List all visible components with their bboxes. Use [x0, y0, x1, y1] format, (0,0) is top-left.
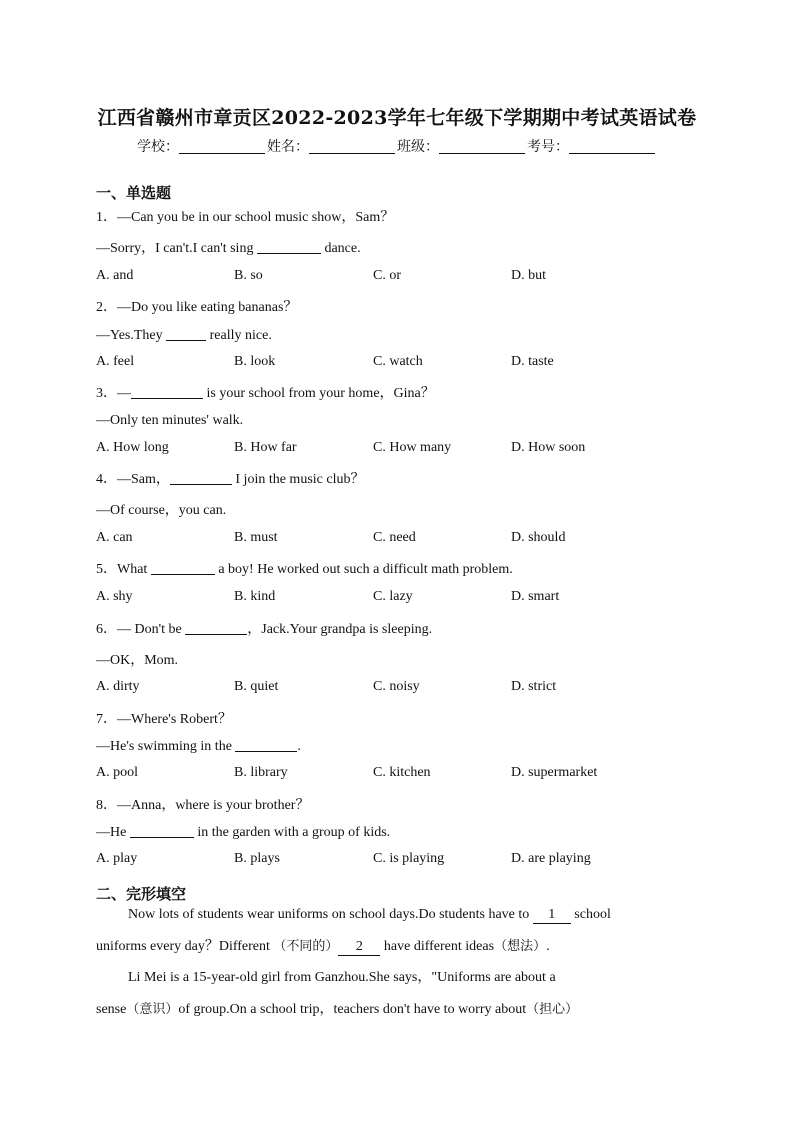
section-heading-single-choice: 一、单选题 — [96, 184, 172, 202]
q6-text-a: 6．— Don't be — [96, 622, 186, 637]
number-label: 考号： — [527, 139, 569, 155]
q3-blank — [131, 385, 203, 399]
q1-stem: 1．—Can you be in our school music show，Sam？ — [96, 210, 395, 225]
q5-text-b: a boy! He worked out such a difficult math problem. — [214, 562, 513, 577]
passage-text-1b: school — [570, 907, 611, 922]
q7-answer-line — [96, 738, 301, 755]
q5-option-d: D. smart — [511, 589, 560, 604]
q6-option-d: D. strict — [511, 679, 557, 694]
passage-text-4a: sense — [96, 1002, 127, 1017]
passage-gloss-sense: （意识） — [126, 1002, 179, 1017]
page-title: 江西省赣州市章贡区2022-2023学年七年级下学期期中考试英语试卷 — [97, 107, 697, 129]
q3-option-d: D. How soon — [511, 440, 586, 455]
q5-text-a: 5．What — [96, 562, 151, 577]
q1-answer-line — [96, 237, 361, 257]
passage-gloss-different: （不同的） — [273, 939, 339, 954]
q3-answer-line: —Only ten minutes' walk. — [96, 413, 244, 428]
q8-option-d: D. are playing — [511, 851, 591, 866]
q3-stem — [96, 382, 435, 402]
q7-option-a: A. pool — [96, 765, 138, 780]
q4-option-b: B. must — [234, 530, 278, 545]
q1-option-c: C. or — [373, 268, 401, 283]
passage-text-1a: Now lots of students wear uniforms on school days.Do students have to — [128, 907, 533, 922]
q2-option-a: A. feel — [96, 354, 135, 369]
passage-gloss-worry: （担心） — [526, 1002, 579, 1017]
q4-blank — [170, 471, 232, 485]
number-blank — [569, 139, 655, 154]
q7-blank — [235, 738, 297, 752]
q1-text-b: dance. — [320, 241, 361, 256]
passage-text-4b: of group.On a school trip，teachers don't have to worry about — [178, 1002, 527, 1017]
q4-answer-line: —Of course，you can. — [96, 503, 227, 518]
q7-text-b: . — [297, 739, 301, 754]
passage-gloss-ideas: （想法） — [494, 939, 547, 954]
q4-option-d: D. should — [511, 530, 566, 545]
q4-text-b: I join the music club？ — [231, 472, 365, 487]
q8-answer-line — [96, 824, 390, 841]
q3-text-a: 3．— — [96, 386, 131, 401]
name-label: 姓名： — [267, 139, 309, 155]
passage-line-2 — [96, 935, 550, 956]
q5-blank — [151, 561, 215, 575]
q2-stem: 2．—Do you like eating bananas？ — [96, 300, 298, 315]
cloze-blank-1: 1 — [533, 907, 571, 924]
q4-text-a: 4．—Sam， — [96, 472, 170, 487]
name-blank — [309, 139, 395, 154]
q2-option-b: B. look — [234, 354, 276, 369]
q1-option-b: B. so — [234, 268, 263, 283]
class-label: 班级： — [397, 139, 439, 155]
q7-option-b: B. library — [234, 765, 288, 780]
q6-option-b: B. quiet — [234, 679, 279, 694]
q3-option-b: B. How far — [234, 440, 297, 455]
passage-text-2a: uniforms every day？Different — [96, 939, 274, 954]
q2-answer-line — [96, 327, 272, 344]
q7-stem: 7．—Where's Robert？ — [96, 712, 232, 727]
q6-answer-line: —OK，Mom. — [96, 653, 179, 668]
q2-text-b: really nice. — [206, 328, 272, 343]
q4-stem — [96, 468, 364, 488]
q2-option-d: D. taste — [511, 354, 554, 369]
q6-blank — [185, 621, 247, 635]
school-blank — [179, 139, 265, 154]
q1-option-a: A. and — [96, 268, 134, 283]
q6-text-b: ，Jack.Your grandpa is sleeping. — [247, 622, 433, 637]
q8-option-c: C. is playing — [373, 851, 445, 866]
q8-blank — [130, 824, 194, 838]
q8-option-b: B. plays — [234, 851, 280, 866]
q5-option-b: B. kind — [234, 589, 276, 604]
q5-option-c: C. lazy — [373, 589, 413, 604]
q7-text-a: —He's swimming in the — [96, 739, 236, 754]
q1-blank — [257, 240, 321, 254]
q6-option-c: C. noisy — [373, 679, 420, 694]
q5-option-a: A. shy — [96, 589, 133, 604]
student-info-line — [0, 136, 794, 156]
q2-option-c: C. watch — [373, 354, 423, 369]
q3-text-b: is your school from your home，Gina？ — [203, 386, 435, 401]
passage-line-3: Li Mei is a 15-year-old girl from Ganzhou.She says，"Uniforms are about a — [128, 970, 556, 985]
passage-text-2c: . — [546, 939, 550, 954]
q8-stem: 8．—Anna，where is your brother？ — [96, 798, 310, 813]
q2-blank — [166, 327, 206, 341]
q1-text-a: —Sorry，I can't.I can't sing — [96, 241, 257, 256]
cloze-blank-2: 2 — [338, 939, 380, 956]
q5-stem — [96, 558, 513, 578]
passage-line-1 — [128, 907, 611, 924]
q6-stem — [96, 618, 432, 638]
passage-line-4 — [96, 998, 578, 1018]
q3-option-c: C. How many — [373, 440, 452, 455]
passage-text-2b: have different ideas — [380, 939, 495, 954]
q6-option-a: A. dirty — [96, 679, 140, 694]
section-heading-cloze: 二、完形填空 — [96, 885, 187, 903]
q3-option-a: A. How long — [96, 440, 169, 455]
q8-text-a: —He — [96, 825, 130, 840]
q1-option-d: D. but — [511, 268, 546, 283]
q8-text-b: in the garden with a group of kids. — [193, 825, 391, 840]
q7-option-c: C. kitchen — [373, 765, 431, 780]
q4-option-c: C. need — [373, 530, 416, 545]
q8-option-a: A. play — [96, 851, 138, 866]
q4-option-a: A. can — [96, 530, 133, 545]
school-label: 学校： — [137, 139, 179, 155]
q2-text-a: —Yes.They — [96, 328, 167, 343]
q7-option-d: D. supermarket — [511, 765, 598, 780]
class-blank — [439, 139, 525, 154]
